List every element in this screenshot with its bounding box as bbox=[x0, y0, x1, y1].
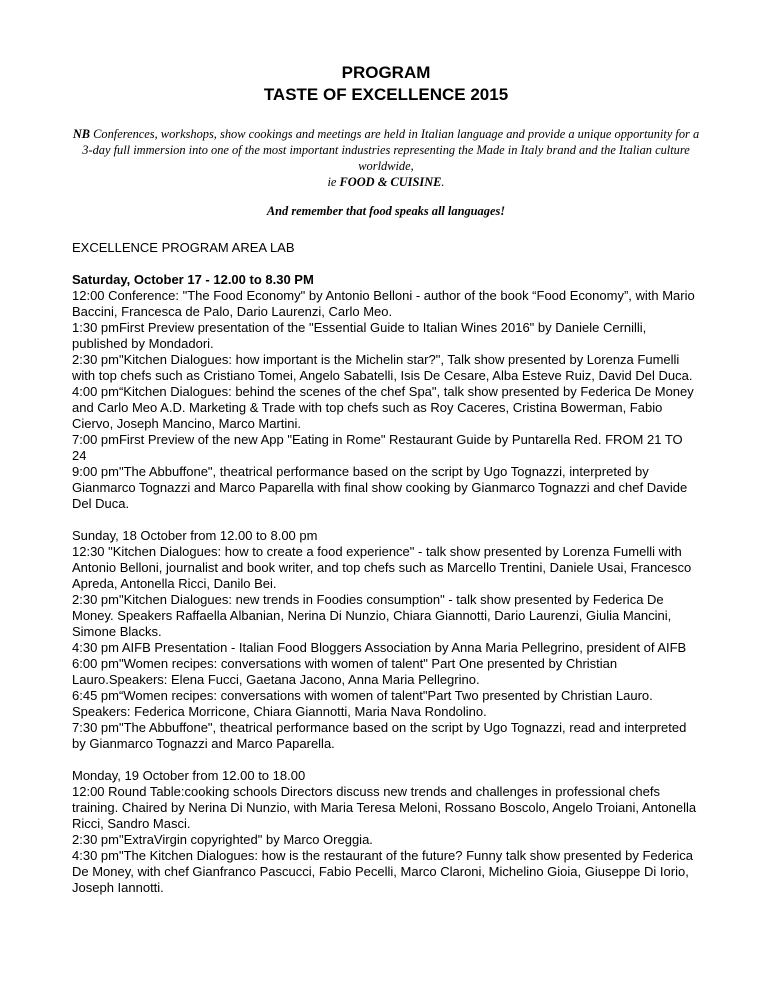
program-entry: 1:30 pmFirst Preview presentation of the "Essential Guide to Italian Wines 2016" by Daniele Cernilli, published by Mondadori. bbox=[72, 320, 647, 351]
program-entry: 7:00 pmFirst Preview of the new App "Eating in Rome" Restaurant Guide by Puntarella Red. FROM 21 TO 24 bbox=[72, 432, 683, 463]
day-heading: Saturday, October 17 - 12.00 to 8.30 PM bbox=[72, 272, 314, 287]
nb-food-cuisine: FOOD & CUISINE bbox=[339, 175, 442, 189]
program-entry: 7:30 pm"The Abbuffone", theatrical performance based on the script by Ugo Tognazzi, read and interpreted by Gianmarco Tognazzi and Marco Paparella. bbox=[72, 720, 687, 751]
day-section-saturday bbox=[72, 272, 700, 512]
area-title: EXCELLENCE PROGRAM AREA LAB bbox=[72, 240, 295, 255]
day-section-sunday bbox=[72, 528, 700, 752]
nb-note bbox=[72, 126, 700, 190]
program-entry: 6:45 pm“Women recipes: conversations with women of talent"Part Two presented by Christian Lauro. Speakers: Federica Morricone, Chiara Giannotti, Maria Nava Rondolino. bbox=[72, 688, 653, 719]
remember-note: And remember that food speaks all languages! bbox=[266, 204, 506, 218]
document-page bbox=[72, 62, 700, 896]
document-title bbox=[72, 62, 700, 106]
program-entry: 9:00 pm"The Abbuffone", theatrical performance based on the script by Ugo Tognazzi, interpreted by Gianmarco Tognazzi and Marco Paparella with final show cooking by Gianmarco Tognazzi and chef Davide Del Duca. bbox=[72, 464, 688, 511]
title-line-1: PROGRAM bbox=[341, 63, 431, 82]
program-entry: 12:00 Conference: "The Food Economy" by Antonio Belloni - author of the book “Food Economy”, with Mario Baccini, Francesca de Palo, Dario Laurenzi, Carlo Meo. bbox=[72, 288, 695, 319]
nb-end: . bbox=[441, 175, 445, 189]
title-line-2: TASTE OF EXCELLENCE 2015 bbox=[263, 85, 509, 104]
nb-lead: NB bbox=[72, 127, 91, 141]
program-entry: 2:30 pm"Kitchen Dialogues: how important is the Michelin star?", Talk show presented by Lorenza Fumelli with top chefs such as Cristiano Tomei, Angelo Sabatelli, Isis De Cesare, Alba Esteve Ruiz, David Del Duca. bbox=[72, 352, 693, 383]
nb-text: Conferences, workshops, show cookings and meetings are held in Italian language and provide a unique opportunity for a 3-day full immersion into one of the most important industries representing the Made in Italy brand and the Italian culture worldwide, bbox=[82, 127, 700, 173]
day-heading: Monday, 19 October from 12.00 to 18.00 bbox=[72, 768, 306, 783]
program-entry: 4:30 pm AIFB Presentation - Italian Food Bloggers Association by Anna Maria Pellegrino, president of AIFB bbox=[72, 640, 687, 655]
program-entry: 12:30 "Kitchen Dialogues: how to create a food experience" - talk show presented by Lorenza Fumelli with Antonio Belloni, journalist and book writer, and top chefs such as Marcello Trentini, Daniele Usai, Francesco Apreda, Antonella Ricci, Danilo Bei. bbox=[72, 544, 692, 591]
program-entry: 4:30 pm"The Kitchen Dialogues: how is the restaurant of the future? Funny talk show presented by Federica De Money, with chef Gianfranco Pascucci, Fabio Pecelli, Marco Claroni, Michelino Gioia, Giuseppe Di Iorio, Joseph Iannotti. bbox=[72, 848, 694, 895]
nb-ie: ie bbox=[327, 175, 340, 189]
program-entry: 6:00 pm"Women recipes: conversations with women of talent" Part One presented by Christian Lauro.Speakers: Elena Fucci, Gaetana Jacono, Anna Maria Pellegrino. bbox=[72, 656, 618, 687]
program-entry: 4:00 pm“Kitchen Dialogues: behind the scenes of the chef Spa", talk show presented by Federica De Money and Carlo Meo A.D. Marketing & Trade with top chefs such as Roy Caceres, Cristina Bowerman, Fabio Ciervo, Joseph Mancino, Marco Martini. bbox=[72, 384, 694, 431]
program-entry: 12:00 Round Table:cooking schools Directors discuss new trends and challenges in professional chefs training. Chaired by Nerina Di Nunzio, with Maria Teresa Meloni, Rossano Boscolo, Angelo Troiani, Antonella Ricci, Sandro Masci. bbox=[72, 784, 697, 831]
program-entry: 2:30 pm"Kitchen Dialogues: new trends in Foodies consumption" - talk show presented by Federica De Money. Speakers Raffaella Albanian, Nerina Di Nunzio, Chiara Giannotti, Dario Laurenzi, Giulia Mancini, Simone Blacks. bbox=[72, 592, 672, 639]
day-heading: Sunday, 18 October from 12.00 to 8.00 pm bbox=[72, 528, 318, 543]
program-entry: 2:30 pm"ExtraVirgin copyrighted" by Marco Oreggia. bbox=[72, 832, 373, 847]
day-section-monday bbox=[72, 768, 700, 896]
